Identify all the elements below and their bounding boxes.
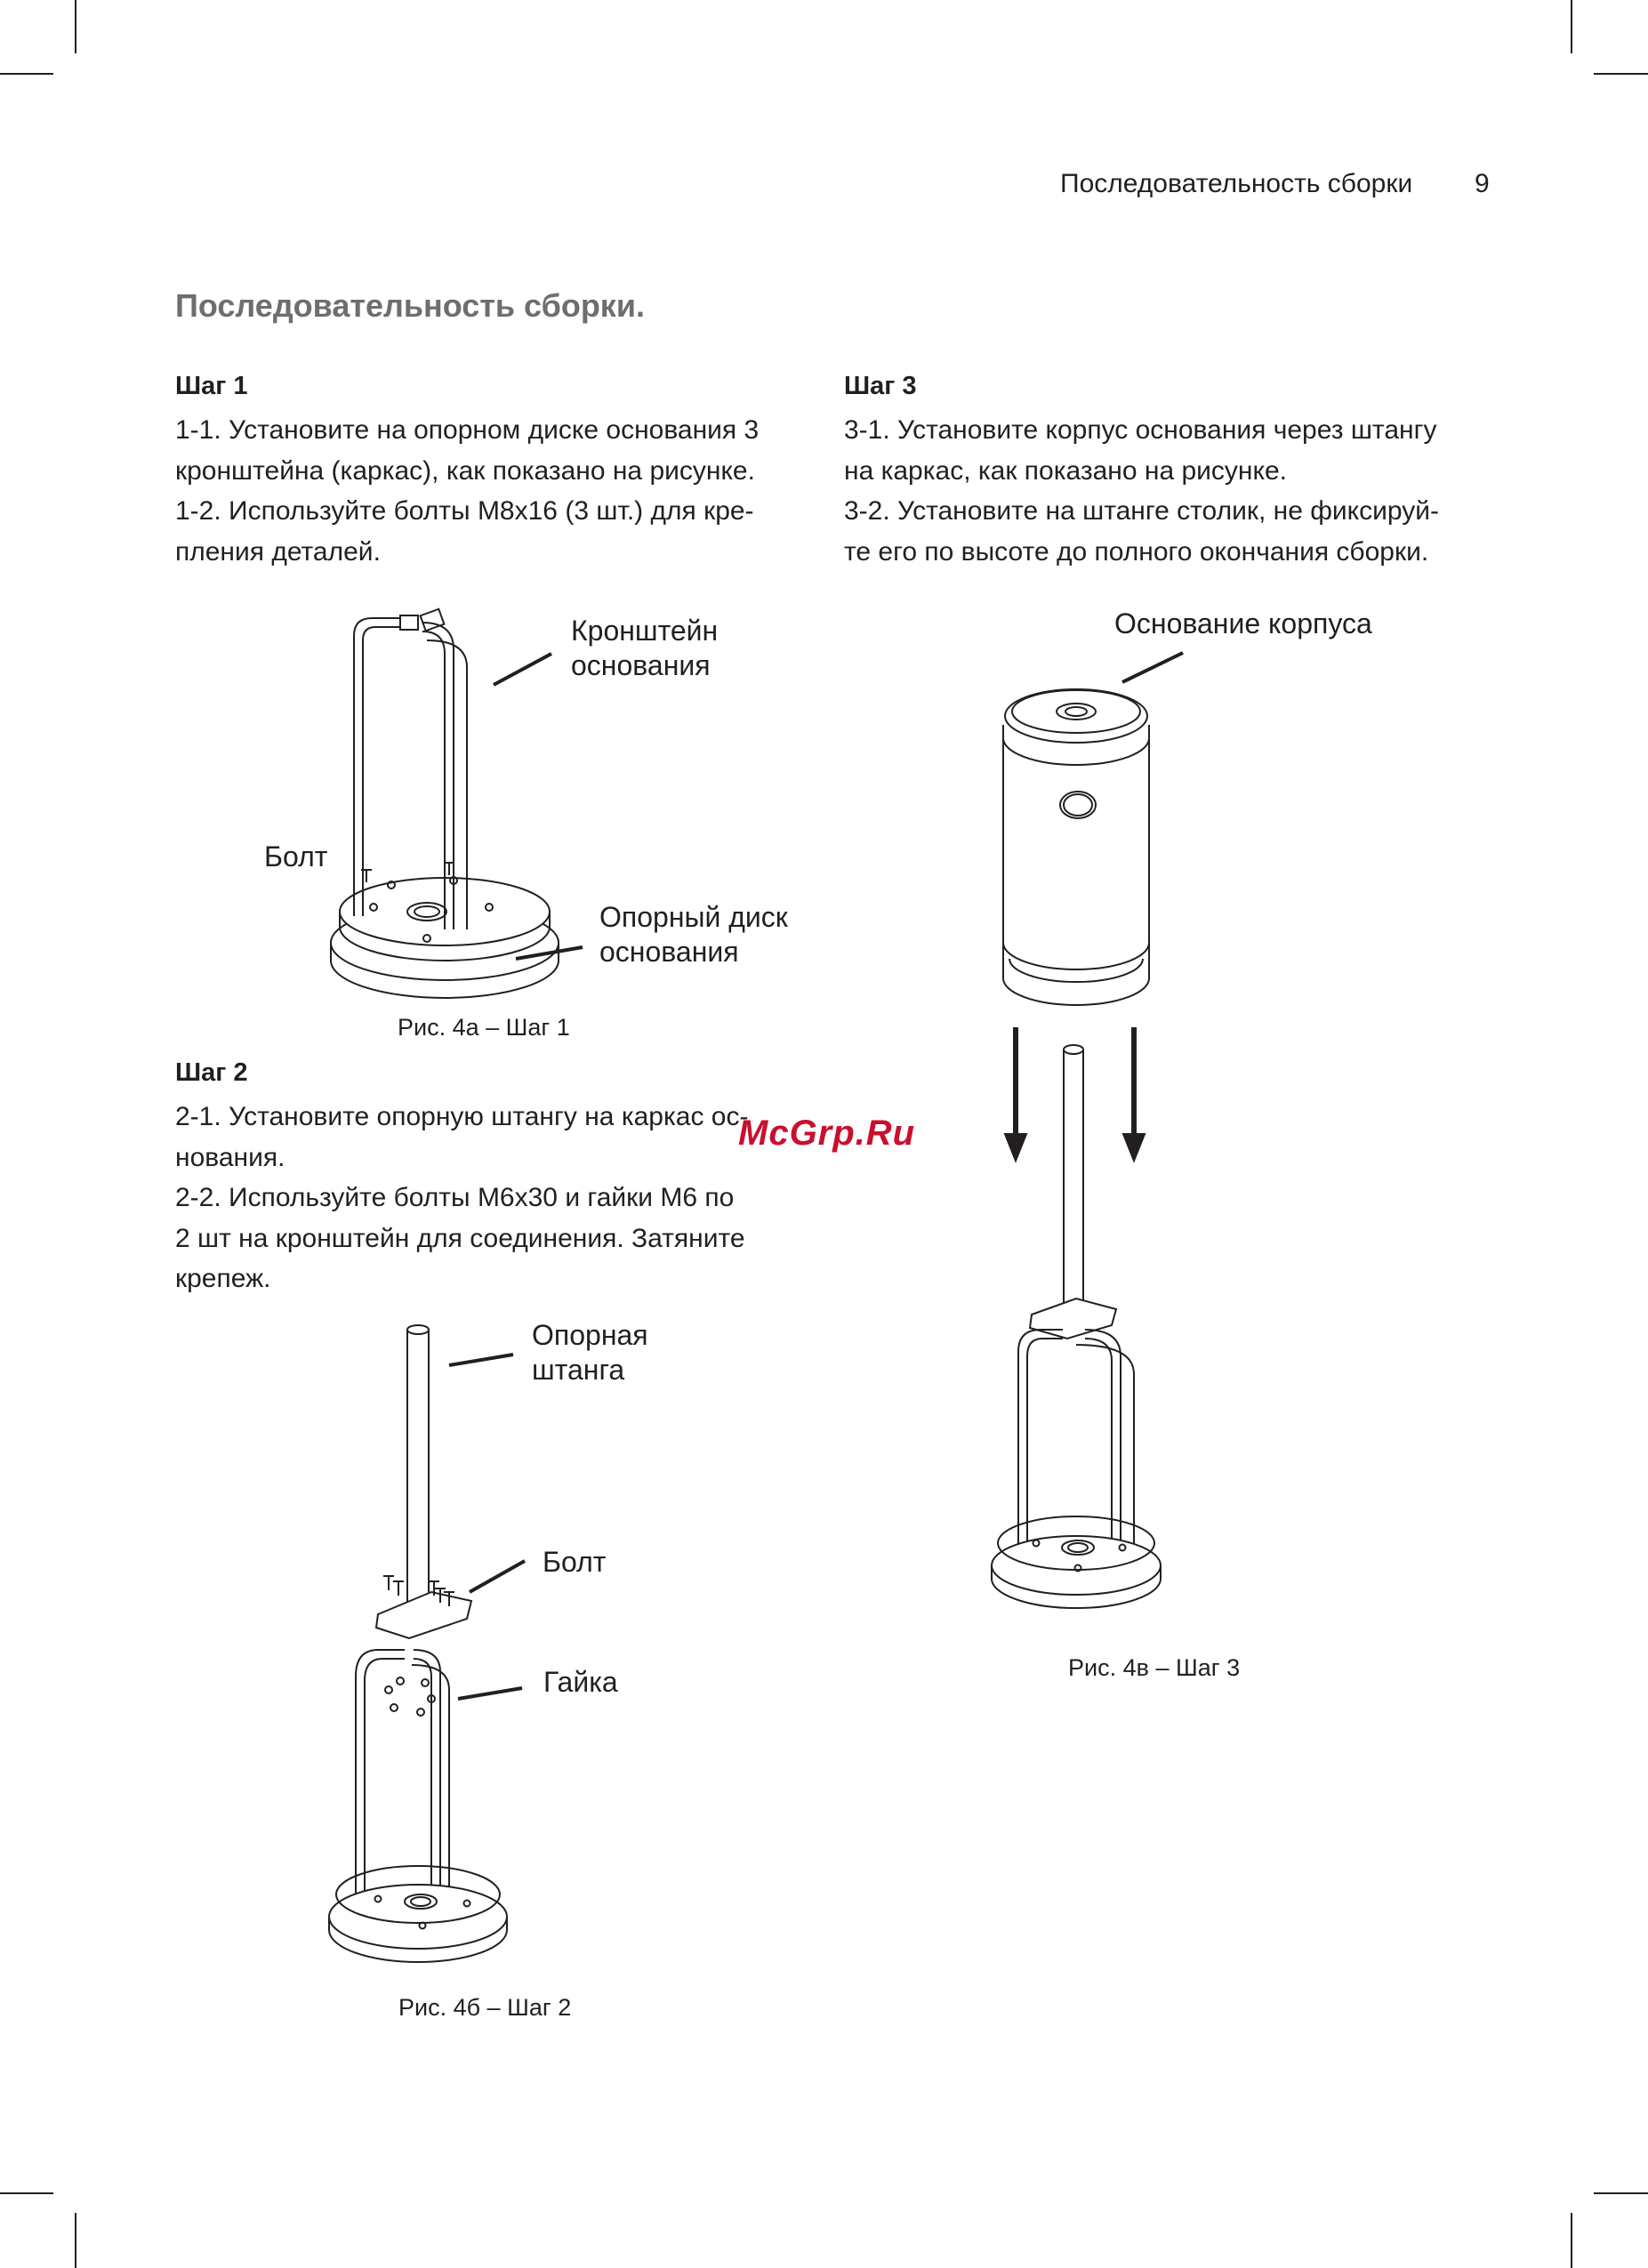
step2-line: крепеж. [175, 1264, 271, 1293]
figure-b-illustration [325, 1316, 520, 1983]
step3-line: 3-1. Установите корпус основания через штангу [844, 415, 1437, 445]
figure-c-illustration [978, 676, 1178, 1637]
step1-line: 1-2. Используйте болты М8х16 (3 шт.) для кре- [175, 496, 754, 526]
step2-line: 2 шт на кронштейн для соединения. Затяните [175, 1223, 745, 1253]
label-pole-line: Опорная [532, 1319, 648, 1351]
step2-line: 2-2. Используйте болты М6х30 и гайки М6 по [175, 1183, 735, 1212]
step2-block [175, 1058, 802, 1299]
step3-heading: Шаг 3 [844, 372, 917, 400]
label-disk-line: Опорный диск [599, 901, 788, 933]
figure-c-caption: Рис. 4в – Шаг 3 [1068, 1654, 1241, 1681]
step3-line: те его по высоте до полного окончания сборки. [844, 536, 1429, 567]
label-bracket-line: Кронштейн [571, 615, 719, 647]
watermark: McGrp.Ru [738, 1114, 916, 1153]
label-bolt: Болт [264, 840, 328, 873]
step1-heading: Шаг 1 [175, 372, 248, 400]
label-pole-line: штанга [532, 1354, 625, 1386]
label-nut: Гайка [543, 1666, 618, 1698]
label-bracket-line: основания [571, 649, 711, 681]
label-bracket [571, 614, 718, 683]
figure-a-caption: Рис. 4а – Шаг 1 [398, 1014, 570, 1041]
step2-line: 2-1. Установите опорную штангу на каркас ос- [175, 1102, 749, 1131]
label-disk [599, 900, 788, 969]
label-bolt-b: Болт [543, 1546, 607, 1578]
step1-line: кронштейна (каркас), как показано на рисунке. [175, 455, 755, 486]
step2-heading: Шаг 2 [175, 1058, 248, 1087]
step3-line: 3-2. Установите на штанге столик, не фиксируй- [844, 496, 1439, 526]
step1-line: 1-1. Установите на опорном диске основания 3 [175, 415, 760, 445]
page-number: 9 [1475, 169, 1490, 198]
step2-line: нования. [175, 1142, 285, 1172]
label-disk-line: основания [599, 936, 739, 968]
label-housing: Основание корпуса [1114, 607, 1372, 639]
page-title: Последовательность сборки. [175, 287, 645, 324]
step3-line: на каркас, как показано на рисунке. [844, 455, 1287, 486]
running-header: Последовательность сборки [1060, 169, 1413, 198]
label-pole [532, 1318, 648, 1387]
step1-line: пления деталей. [175, 536, 381, 567]
figure-b-caption: Рис. 4б – Шаг 2 [398, 1994, 572, 2021]
